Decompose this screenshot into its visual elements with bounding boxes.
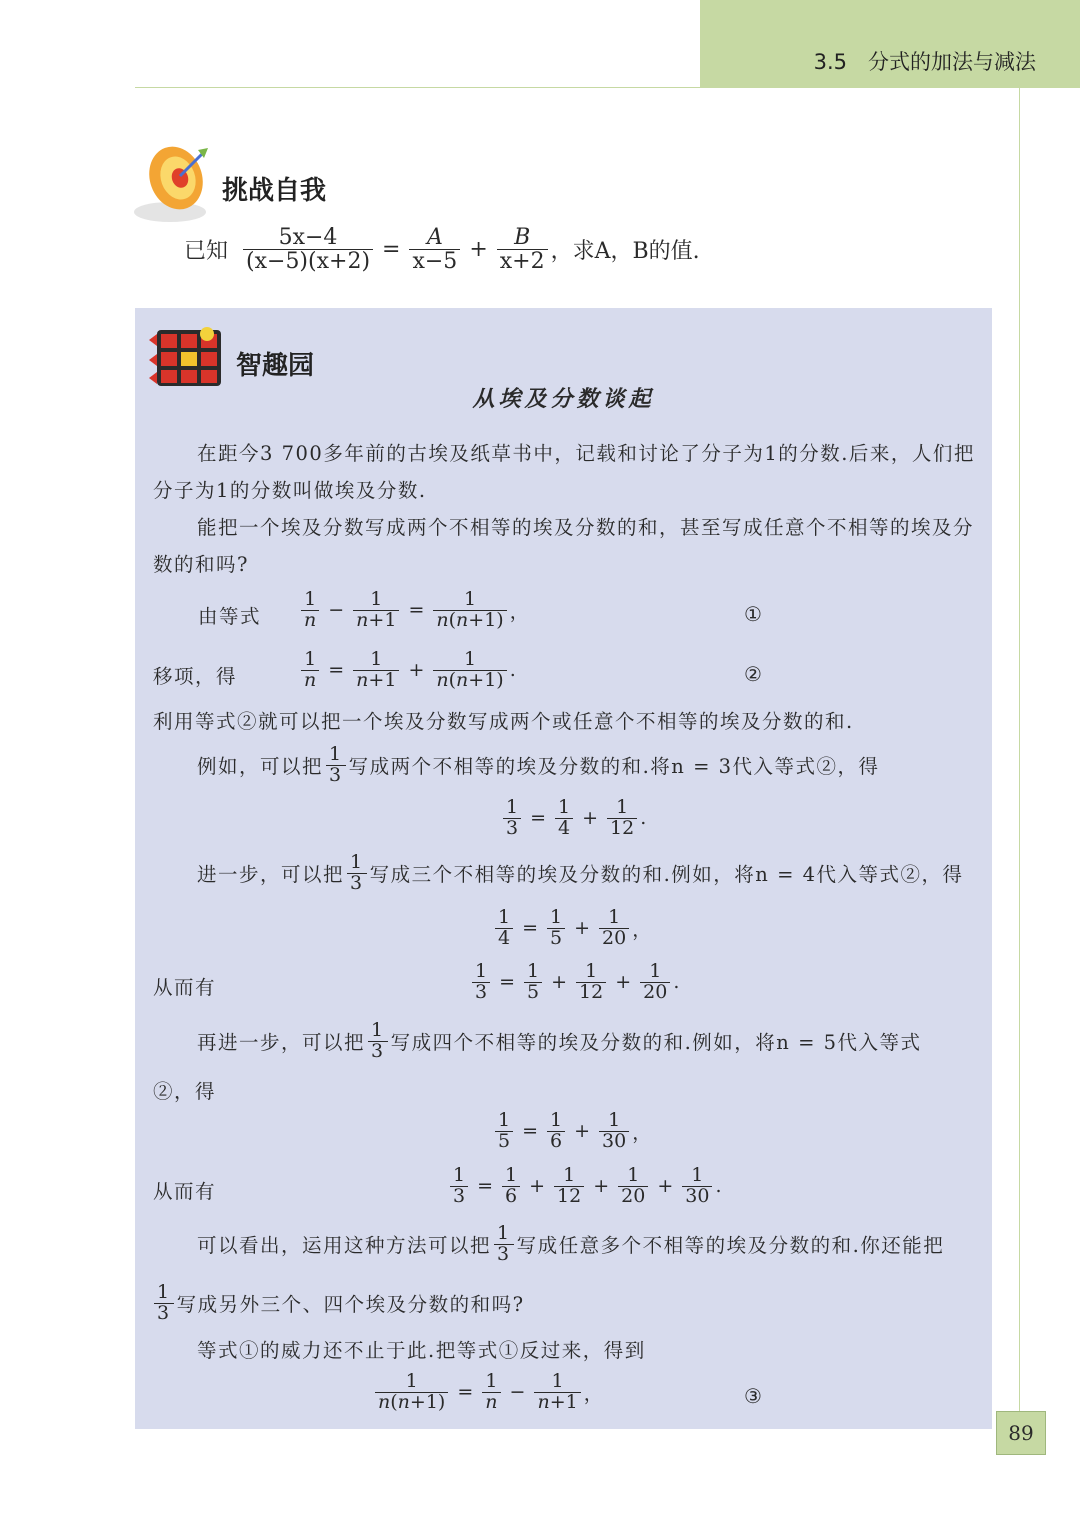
paragraph-6 [197,1021,922,1062]
fraction [243,226,373,273]
paragraph-7-continued [151,1283,525,1324]
paragraph-7-end: 写成任意多个不相等的埃及分数的和.你还能把 [516,1234,945,1258]
target-icon [132,140,214,226]
equation-example-5: $\frac{1}{3}$ = $\frac{1}{6}$ + $\frac{1}{12}$ + $\frac{1}{20}$ + $\frac{1}{30}$ . [447,1166,721,1207]
paragraph-6-end: 写成四个不相等的埃及分数的和.例如，将n = 5代入等式 [390,1031,922,1055]
fraction-one-third: $\frac{1}{3}$ [368,1021,388,1062]
fraction [497,226,548,273]
paragraph-5 [197,853,964,894]
thus-label-1: 从而有 [153,976,217,999]
equation-example-4: $\frac{1}{5}$ = $\frac{1}{6}$ + $\frac{1}{30}$ ， [492,1111,651,1152]
paragraph-6-start: 再进一步，可以把 [197,1031,366,1055]
article-title: 从埃及分数谈起 [472,386,655,412]
header-divider [135,87,1020,88]
paragraph-2: 能把一个埃及分数写成两个不相等的埃及分数的和，甚至写成任意个不相等的埃及分数的和吗? [153,516,975,576]
eq3-number: ③ [744,1384,762,1408]
fraction-one-third: $\frac{1}{3}$ [347,853,367,894]
paragraph-6-continued: ②，得 [153,1080,217,1103]
fraction-one-third: $\frac{1}{3}$ [154,1283,174,1324]
thus-label-2: 从而有 [153,1180,217,1203]
paragraph-7-start: 可以看出，运用这种方法可以把 [197,1234,492,1258]
paragraph-3: 利用等式②就可以把一个埃及分数写成两个或任意个不相等的埃及分数的和. [153,710,854,733]
denominator: (x−5)(x+2) [243,249,373,273]
fraction [409,226,460,273]
equation-1: $\frac{1}{n}$ − $\frac{1}{n+1}$ = $\frac{1}{n(n+1)}$ ， [298,590,529,631]
eq1-label: 由等式 [198,605,262,628]
equation-example-1: $\frac{1}{3}$ = $\frac{1}{4}$ + $\frac{1}{12}$ . [500,798,646,839]
numerator: A [426,225,443,250]
section-title: 3.5 分式的加法与减法 [813,50,1036,74]
paragraph-7-last: 写成另外三个、四个埃及分数的和吗? [176,1293,525,1317]
paragraph-4 [197,745,880,786]
eq2-label: 移项，得 [153,665,238,688]
paragraph-5-end: 写成三个不相等的埃及分数的和.例如，将n = 4代入等式②，得 [369,863,964,887]
paragraph-8: 等式①的威力还不止于此.把等式①反过来，得到 [197,1339,646,1362]
margin-line [1019,88,1020,1418]
numerator: 5x−4 [278,225,338,250]
equation-2: $\frac{1}{n}$ = $\frac{1}{n+1}$ + $\frac{1}{n(n+1)}$ . [298,650,516,691]
eq1-number: ① [744,602,762,626]
equation-example-2: $\frac{1}{4}$ = $\frac{1}{5}$ + $\frac{1}{20}$ ， [492,908,651,949]
paragraph-1: 在距今3 700多年前的古埃及纸草书中，记载和讨论了分子为1的分数.后来，人们把分子为1的分数叫做埃及分数. [153,442,975,502]
equation-example-3: $\frac{1}{3}$ = $\frac{1}{5}$ + $\frac{1}{12}$ + $\frac{1}{20}$ . [469,962,679,1003]
paragraph-4-start: 例如，可以把 [197,755,324,779]
denominator: x−5 [409,249,460,273]
fraction-one-third: $\frac{1}{3}$ [326,745,346,786]
challenge-suffix: ，求A，B的值. [550,239,700,265]
paragraph-4-end: 写成两个不相等的埃及分数的和.将n = 3代入等式②，得 [348,755,880,779]
fun-garden-title: 智趣园 [236,351,315,381]
challenge-problem: 已知 $\frac{5x-4}{(x-5)(x+2)}$ = $\frac{A}{x-5}$ + $\frac{B}{x+2}$ ，求A，B的值. [184,225,700,275]
denominator: x+2 [497,249,548,273]
page-number: 89 [996,1411,1046,1455]
equation-3: $\frac{1}{n(n+1)}$ = $\frac{1}{n}$ − $\frac{1}{n+1}$ ， [372,1372,603,1413]
challenge-prefix: 已知 [184,239,229,265]
number-cube-icon [143,326,227,388]
challenge-title: 挑战自我 [222,176,327,206]
fraction-one-third: $\frac{1}{3}$ [494,1224,514,1265]
numerator: B [514,225,531,250]
paragraph-5-start: 进一步，可以把 [197,863,345,887]
paragraph-7 [197,1224,944,1265]
eq2-number: ② [744,662,762,686]
